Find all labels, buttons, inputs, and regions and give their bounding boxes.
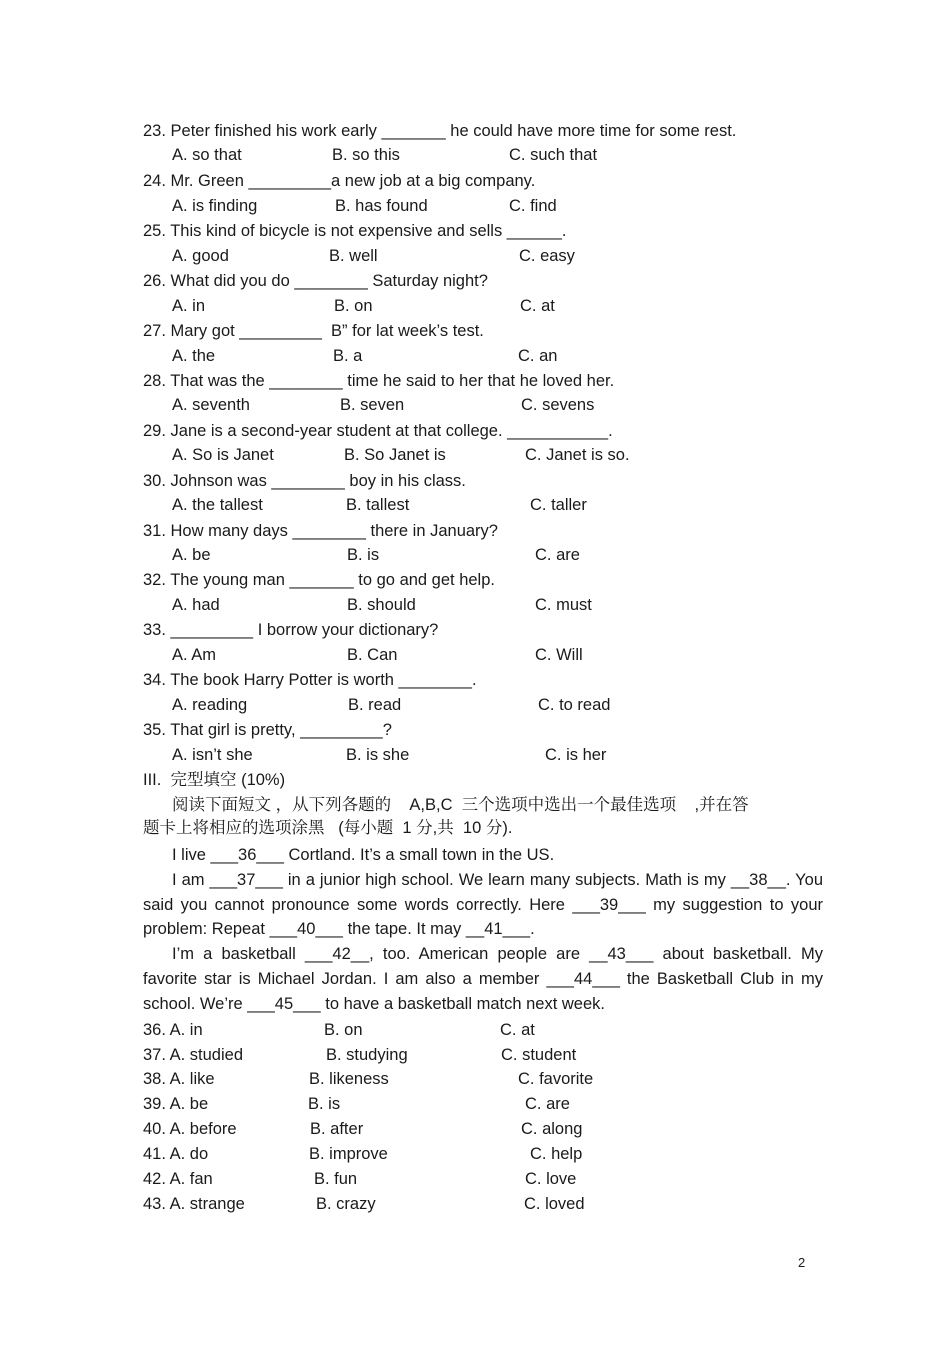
passage-paragraph: I live ___36___ Cortland. It’s a small town in the US. [172,846,555,864]
cloze-option-a: 40. A. before [143,1120,237,1138]
option-c: C. are [535,546,580,564]
cloze-option-c: C. student [501,1046,577,1064]
option-c: C. find [509,197,557,215]
cloze-option-b: B. likeness [309,1070,389,1088]
page-number: 2 [798,1255,806,1270]
question-text: 35. That girl is pretty, _________? [143,721,392,739]
option-a: A. is finding [172,197,258,215]
cloze-option-c: C. love [525,1170,577,1188]
cloze-option-a: 38. A. like [143,1070,215,1088]
option-c: C. at [520,297,555,315]
option-c: C. Will [535,646,583,664]
option-a: A. the [172,347,216,365]
cloze-option-a: 41. A. do [143,1145,209,1163]
option-c: C. taller [530,496,587,514]
option-a: A. isn’t she [172,746,253,764]
option-c: C. sevens [521,396,595,414]
cloze-option-a: 39. A. be [143,1095,209,1113]
option-c: C. an [518,347,558,365]
option-a: A. be [172,546,211,564]
option-b: B. is [347,546,380,564]
option-a: A. reading [172,696,248,714]
question-text: 32. The young man _______ to go and get help. [143,571,495,589]
cloze-option-c: C. favorite [518,1070,594,1088]
option-b: B. tallest [346,496,410,514]
option-b: B. so this [332,146,400,164]
option-a: A. good [172,247,229,265]
option-a: A. seventh [172,396,250,414]
question-text: 23. Peter finished his work early _______ he could have more time for some rest. [143,122,737,140]
option-a: A. so that [172,146,242,164]
option-b: B. has found [335,197,428,215]
option-a: A. in [172,297,206,315]
question-text: 28. That was the ________ time he said to her that he loved her. [143,372,615,390]
cloze-option-a: 36. A. in [143,1021,203,1039]
option-b: B. a [333,347,363,365]
question-text: 34. The book Harry Potter is worth ________. [143,671,477,689]
cloze-option-c: C. help [530,1145,583,1163]
cloze-option-c: C. along [521,1120,583,1138]
cloze-option-a: 42. A. fan [143,1170,213,1188]
cloze-option-b: B. crazy [316,1195,376,1213]
cloze-option-b: B. after [310,1120,364,1138]
cloze-option-c: C. loved [524,1195,585,1213]
cloze-option-b: B. improve [309,1145,388,1163]
option-a: A. Am [172,646,217,664]
cloze-passage [143,843,823,1017]
option-a: A. had [172,596,220,614]
option-c: C. to read [538,696,611,714]
question-text: 25. This kind of bicycle is not expensive and sells ______. [143,222,567,240]
option-b: B. Can [347,646,398,664]
instruction-line-2: 题卡上将相应的选项涂黑 (每小题 1 分,共 10 分). [143,819,513,837]
cloze-option-b: B. is [308,1095,341,1113]
question-text: 29. Jane is a second-year student at that college. ___________. [143,422,613,440]
option-b: B. So Janet is [344,446,446,464]
question-text: 33. _________ I borrow your dictionary? [143,621,439,639]
passage-paragraph: I am ___37___ in a junior high school. We learn many subjects. Math is my __38__. You said you cannot pronounce some words correctly. Here ___39___ my suggestion to your problem: Repeat ___40___ the tape. It may __41___. [143,870,823,939]
cloze-option-b: B. on [324,1021,363,1039]
option-c: C. such that [509,146,598,164]
option-b: B. on [334,297,373,315]
cloze-option-b: B. studying [326,1046,408,1064]
option-a: A. the tallest [172,496,263,514]
option-b: B. read [348,696,402,714]
cloze-option-a: 43. A. strange [143,1195,245,1213]
passage-paragraph: I’m a basketball ___42__, too. American people are __43___ about basketball. My favorite star is Michael Jordan. I am also a member ___44___ the Basketball Club in my school. We’re ___45___ to have a basketball match next week. [143,945,823,1013]
option-c: C. is her [545,746,607,764]
instruction-line-1: 阅读下面短文 ，从下列各题的 A,B,C 三个选项中选出一个最佳选项 ,并在答 [172,796,749,814]
option-a: A. So is Janet [172,446,274,464]
section-title: III. 完型填空 (10%) [143,771,286,789]
option-b: B. should [347,596,416,614]
cloze-option-c: C. at [500,1021,535,1039]
question-text: 31. How many days ________ there in January? [143,522,498,540]
question-text: 27. Mary got _________ B” for lat week’s test. [143,322,484,340]
option-c: C. easy [519,247,575,265]
option-c: C. Janet is so. [525,446,630,464]
question-text: 30. Johnson was ________ boy in his class. [143,472,466,490]
question-text: 26. What did you do ________ Saturday night? [143,272,488,290]
option-c: C. must [535,596,592,614]
question-text: 24. Mr. Green _________a new job at a big company. [143,172,536,190]
cloze-option-c: C. are [525,1095,570,1113]
option-b: B. well [329,247,378,265]
option-b: B. is she [346,746,410,764]
option-b: B. seven [340,396,405,414]
cloze-option-a: 37. A. studied [143,1046,243,1064]
cloze-option-b: B. fun [314,1170,358,1188]
